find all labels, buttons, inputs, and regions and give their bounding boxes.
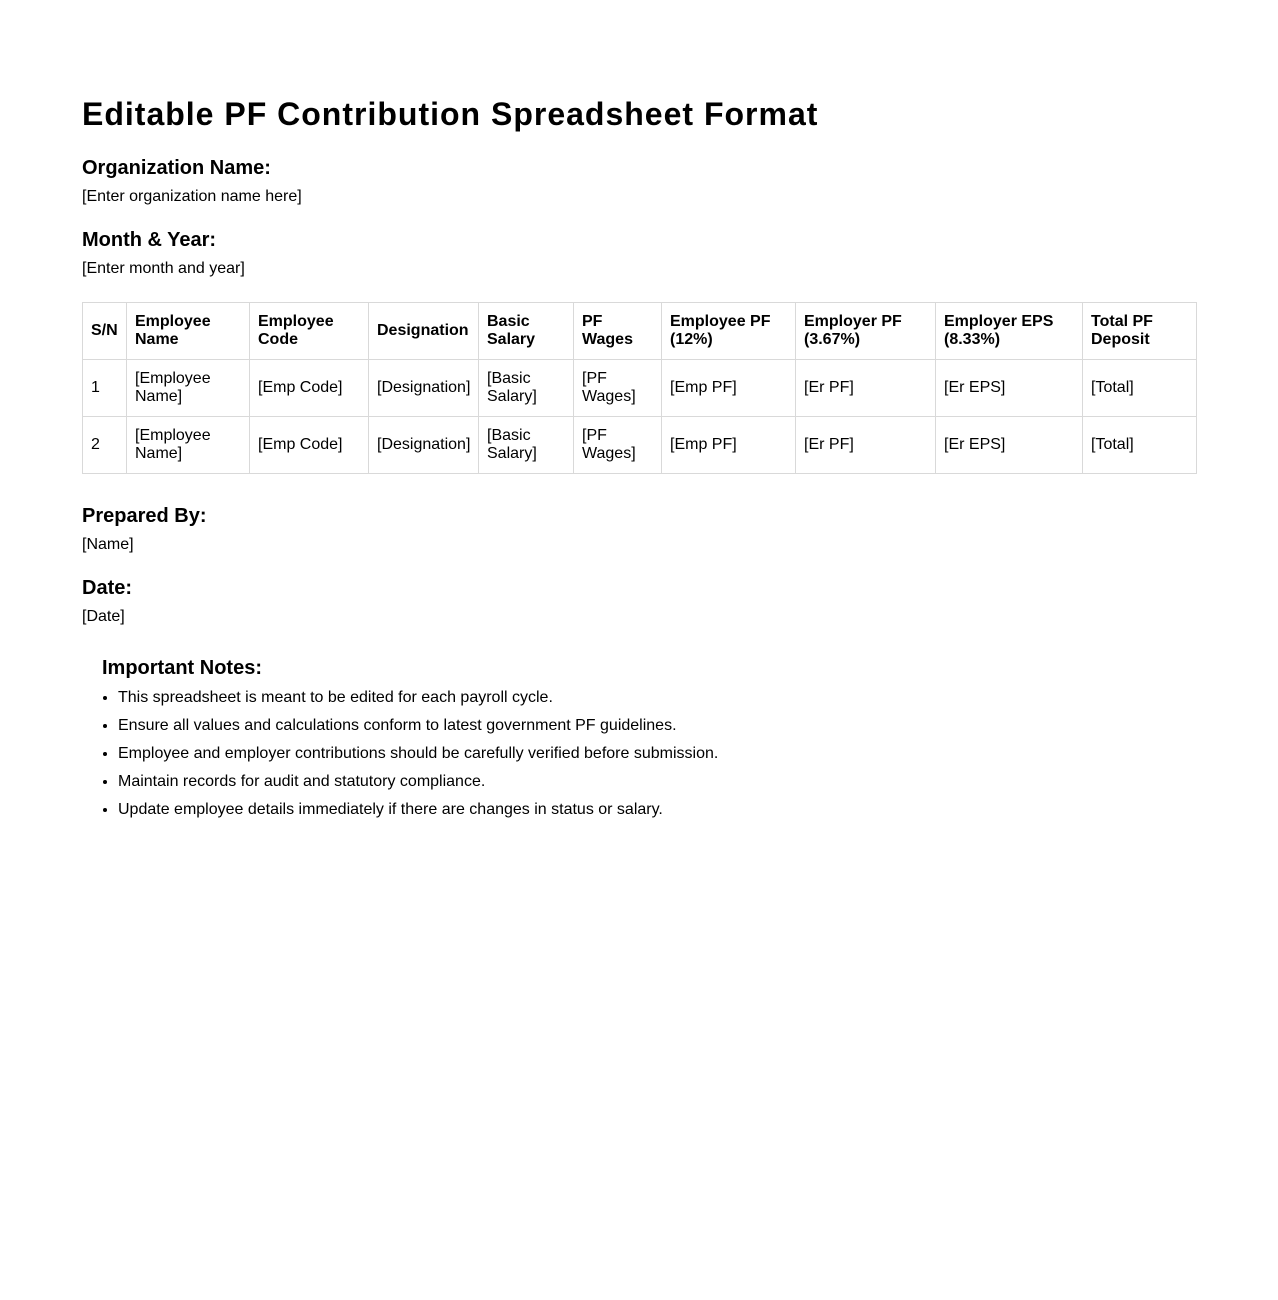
date-label: Date: bbox=[82, 577, 133, 599]
page-title: Editable PF Contribution Spreadsheet Format bbox=[82, 96, 819, 132]
prepared-by-label: Prepared By: bbox=[82, 505, 207, 527]
cell-pf-wages[interactable]: [PF Wages] bbox=[574, 360, 662, 417]
cell-employee-name[interactable]: [Employee Name] bbox=[127, 360, 250, 417]
month-year-label: Month & Year: bbox=[82, 229, 217, 251]
column-header-employer-pf: Employer PF (3.67%) bbox=[796, 303, 936, 360]
important-notes-list bbox=[102, 684, 1002, 824]
cell-employee-pf[interactable]: [Emp PF] bbox=[662, 360, 796, 417]
column-header-basic-salary: Basic Salary bbox=[479, 303, 574, 360]
cell-sn[interactable]: 1 bbox=[83, 360, 127, 417]
column-header-employee-code: Employee Code bbox=[250, 303, 369, 360]
column-header-sn: S/N bbox=[83, 303, 127, 360]
cell-employer-pf[interactable]: [Er PF] bbox=[796, 417, 936, 474]
month-year-value: [Enter month and year] bbox=[82, 260, 245, 277]
cell-designation[interactable]: [Designation] bbox=[369, 360, 479, 417]
cell-total-pf-deposit[interactable]: [Total] bbox=[1083, 417, 1197, 474]
organization-name-value: [Enter organization name here] bbox=[82, 188, 302, 205]
table-row bbox=[83, 417, 1197, 474]
cell-pf-wages[interactable]: [PF Wages] bbox=[574, 417, 662, 474]
column-header-employee-name: Employee Name bbox=[127, 303, 250, 360]
cell-sn[interactable]: 2 bbox=[83, 417, 127, 474]
column-header-pf-wages: PF Wages bbox=[574, 303, 662, 360]
table-header-row bbox=[83, 303, 1197, 360]
cell-employee-code[interactable]: [Emp Code] bbox=[250, 417, 369, 474]
column-header-total-pf-deposit: Total PF Deposit bbox=[1083, 303, 1197, 360]
cell-total-pf-deposit[interactable]: [Total] bbox=[1083, 360, 1197, 417]
cell-employer-pf[interactable]: [Er PF] bbox=[796, 360, 936, 417]
important-notes-heading: Important Notes: bbox=[102, 657, 262, 679]
table-row bbox=[83, 360, 1197, 417]
list-item: • This spreadsheet is meant to be edited for each payroll cycle. bbox=[118, 684, 1002, 712]
column-header-employee-pf: Employee PF (12%) bbox=[662, 303, 796, 360]
column-header-employer-eps: Employer EPS (8.33%) bbox=[936, 303, 1083, 360]
cell-employee-code[interactable]: [Emp Code] bbox=[250, 360, 369, 417]
cell-basic-salary[interactable]: [Basic Salary] bbox=[479, 360, 574, 417]
prepared-by-value: [Name] bbox=[82, 536, 134, 553]
date-value: [Date] bbox=[82, 608, 125, 625]
list-item: • Employee and employer contributions should be carefully verified before submission. bbox=[118, 740, 1002, 768]
cell-employer-eps[interactable]: [Er EPS] bbox=[936, 417, 1083, 474]
cell-employer-eps[interactable]: [Er EPS] bbox=[936, 360, 1083, 417]
cell-designation[interactable]: [Designation] bbox=[369, 417, 479, 474]
organization-name-label: Organization Name: bbox=[82, 157, 271, 179]
cell-employee-pf[interactable]: [Emp PF] bbox=[662, 417, 796, 474]
list-item: • Update employee details immediately if there are changes in status or salary. bbox=[118, 796, 1002, 824]
column-header-designation: Designation bbox=[369, 303, 479, 360]
list-item: • Ensure all values and calculations conform to latest government PF guidelines. bbox=[118, 712, 1002, 740]
important-notes-section bbox=[102, 656, 1002, 824]
pf-contribution-table bbox=[82, 302, 1197, 474]
cell-basic-salary[interactable]: [Basic Salary] bbox=[479, 417, 574, 474]
list-item: • Maintain records for audit and statutory compliance. bbox=[118, 768, 1002, 796]
cell-employee-name[interactable]: [Employee Name] bbox=[127, 417, 250, 474]
